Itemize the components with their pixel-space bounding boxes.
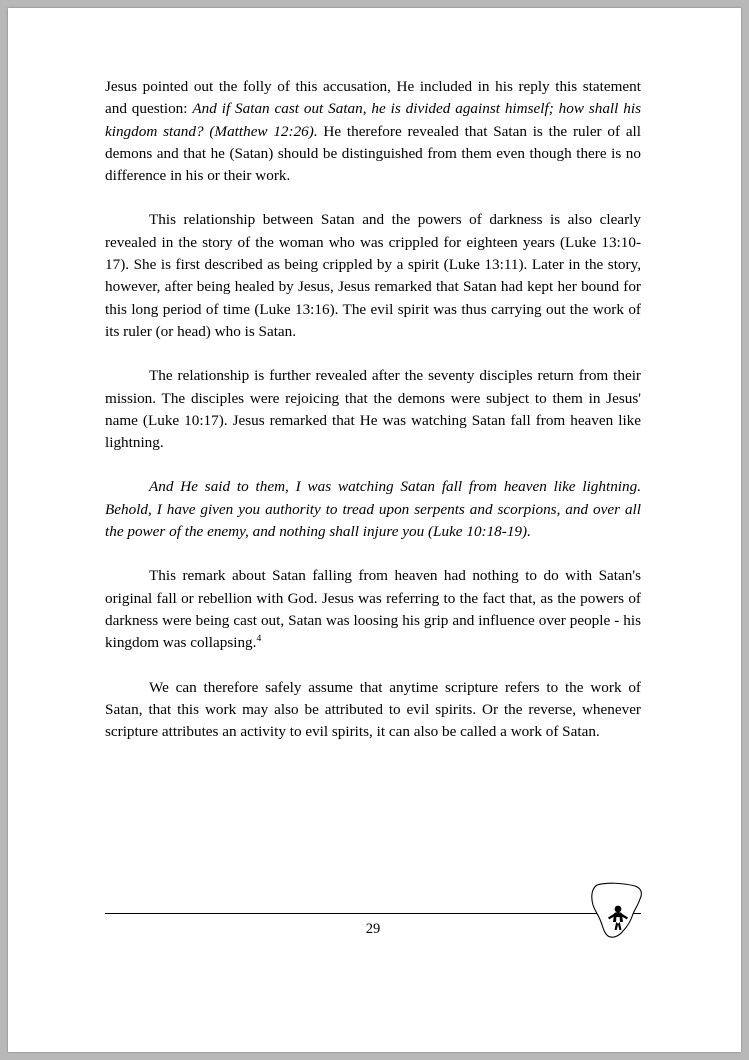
run-text-italic: And if Satan cast out Satan, he is divided against himself; how shall his kingdom stand? (Matthew 12:26). bbox=[105, 100, 641, 140]
run-text-italic: And He said to them, I was watching Satan fall from heaven like lightning. Behold, I have given you authority to tread upon serpents and scorpions, and over all the power of the enemy, and nothing shall injure you (Luke 10:18-19). bbox=[105, 478, 641, 541]
footer-divider bbox=[105, 913, 641, 914]
footnote-marker: 4 bbox=[256, 633, 262, 645]
paragraph-5 bbox=[105, 565, 641, 654]
paragraph-spacer bbox=[105, 543, 641, 565]
paragraph-spacer bbox=[105, 187, 641, 209]
paragraph-1 bbox=[105, 76, 641, 187]
run-text: The relationship is further revealed after the seventy disciples return from their mission. The disciples were rejoicing that the demons were subject to them in Jesus' name (Luke 10:17). Jesus remarked that He was watching Satan fall from heaven like lightning. bbox=[105, 367, 641, 452]
document-page bbox=[8, 8, 741, 1052]
run-text: We can therefore safely assume that anytime scripture refers to the work of Satan, that this work may also be attributed to evil spirits. Or the reverse, whenever scripture attributes an activity to evil spirits, it can also be called a work of Satan. bbox=[105, 678, 641, 741]
paragraph-3 bbox=[105, 365, 641, 454]
paragraph-4-scripture-quote bbox=[105, 476, 641, 543]
paragraph-spacer bbox=[105, 454, 641, 476]
run-text: Jesus pointed out the folly of this accusation, He included in his reply this statement and question: bbox=[105, 78, 641, 118]
africa-map-logo bbox=[583, 881, 655, 943]
run-text: This relationship between Satan and the powers of darkness is also clearly revealed in the story of the woman who was crippled for eighteen years (Luke 13:10-17). She is first described as being crippled by a spirit (Luke 13:11). Later in the story, however, after being healed by Jesus, Jesus remarked that Satan had kept her bound for this long period of time (Luke 13:16). The evil spirit was thus carrying out the work of its ruler (or head) who is Satan. bbox=[105, 211, 641, 340]
paragraph-spacer bbox=[105, 655, 641, 677]
paragraph-spacer bbox=[105, 343, 641, 365]
run-text: This remark about Satan falling from heaven had nothing to do with Satan's original fall or rebellion with God. Jesus was referring to the fact that, as the powers of darkness were being cast out, Satan was loosing his grip and influence over people - his kingdom was collapsing. bbox=[105, 567, 641, 652]
paragraph-2 bbox=[105, 209, 641, 343]
page-number: 29 bbox=[365, 921, 381, 937]
paragraph-6 bbox=[105, 677, 641, 744]
page-body bbox=[105, 76, 641, 743]
run-text: He therefore revealed that Satan is the ruler of all demons and that he (Satan) should be distinguished from them even though there is no difference in his or their work. bbox=[105, 122, 641, 185]
